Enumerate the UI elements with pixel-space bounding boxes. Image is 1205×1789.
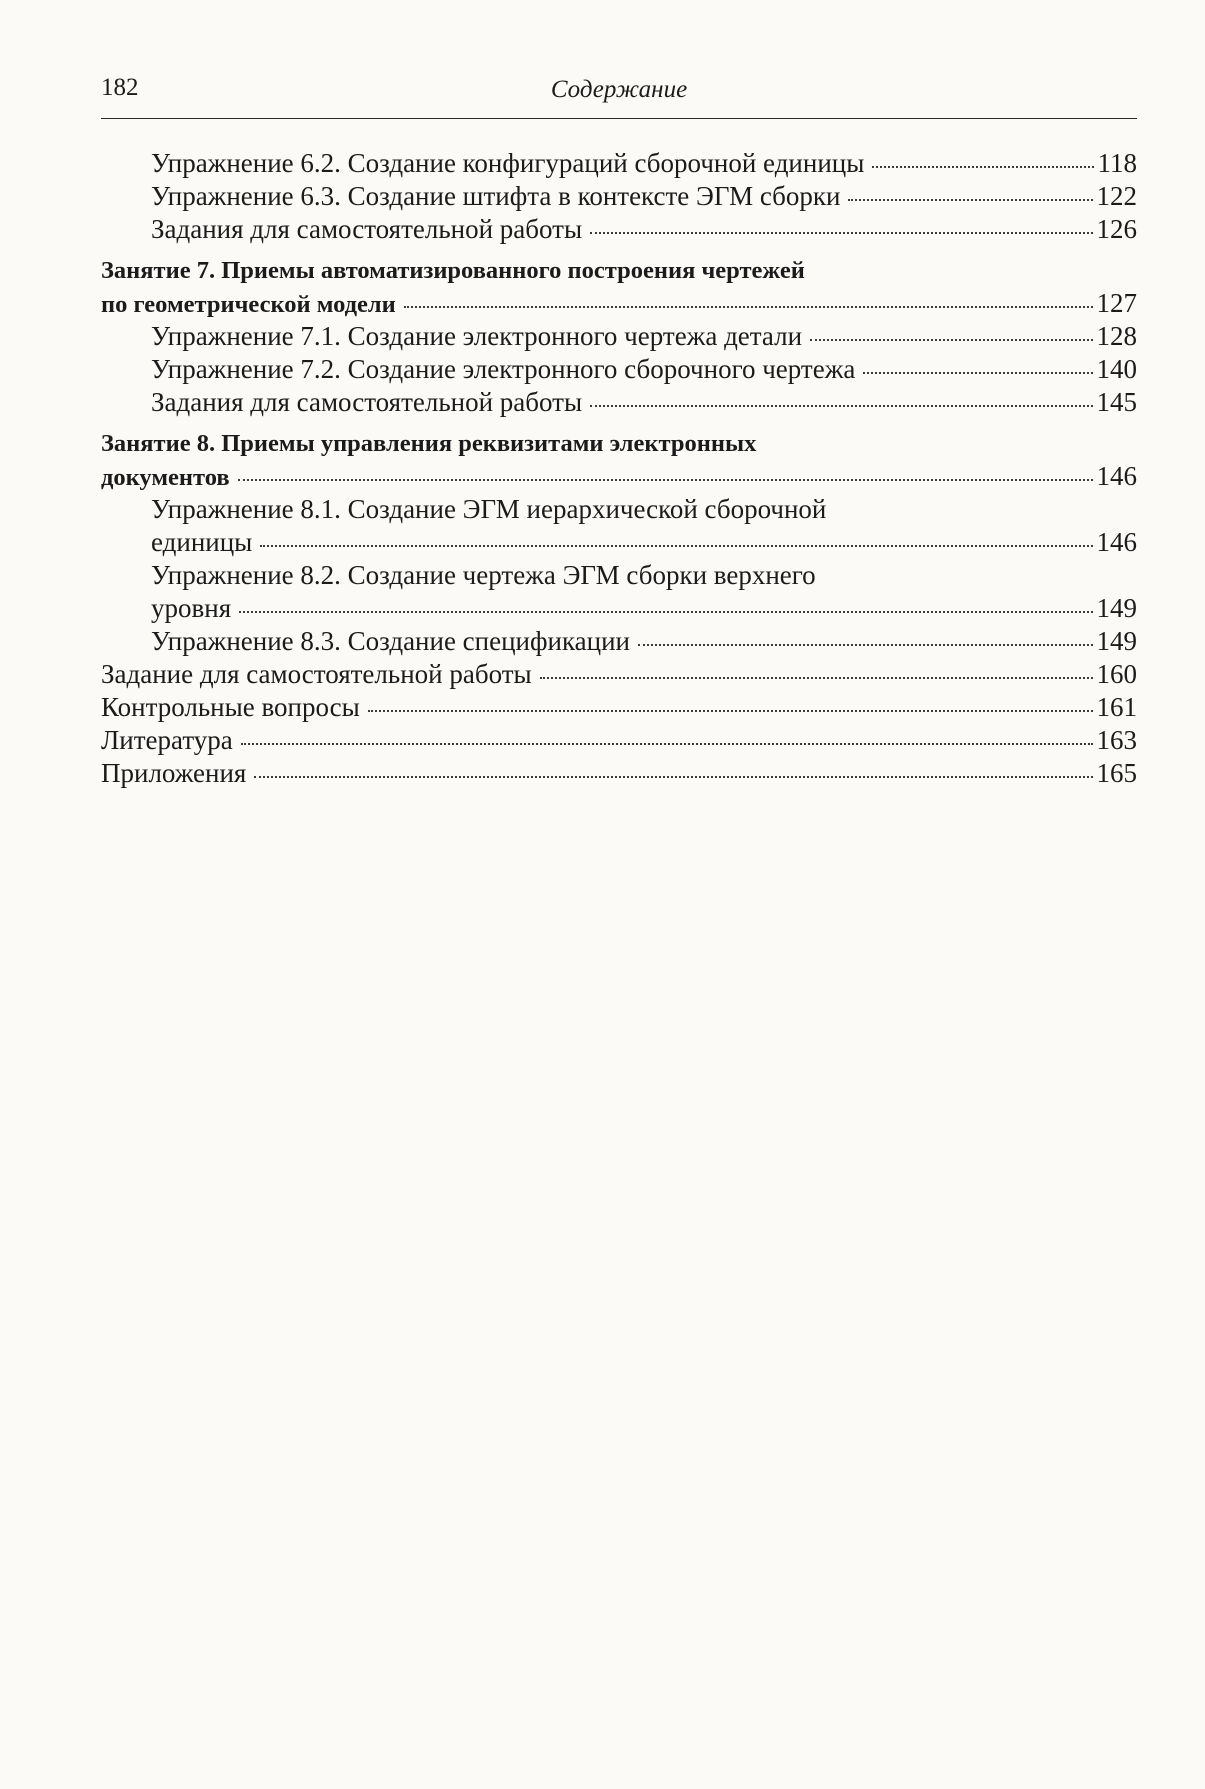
toc-entry-final-task[interactable] — [101, 658, 1137, 691]
toc-entry-label: Задание для самостоятельной работы — [101, 659, 532, 689]
running-title: Содержание — [550, 76, 688, 103]
toc-entry-label: Контрольные вопросы — [101, 692, 360, 722]
toc-entry-label: Упражнение 6.2. Создание конфигураций сборочной единицы — [151, 148, 865, 178]
page-header — [101, 70, 1137, 119]
toc-entry-page: 149 — [1096, 626, 1137, 656]
toc-entry-tasks-7[interactable] — [101, 386, 1137, 419]
toc-entry-page: 126 — [1096, 214, 1137, 244]
toc-entry-appendices[interactable] — [101, 757, 1137, 790]
toc-entry-exercise-8-2-line2[interactable] — [101, 592, 1137, 625]
toc-entry-page: 165 — [1096, 758, 1137, 788]
toc-entry-page: 146 — [1096, 527, 1137, 557]
toc-entry-page: 160 — [1096, 659, 1137, 689]
toc-entry-label: единицы — [151, 527, 253, 557]
toc-entry-page: 118 — [1097, 148, 1137, 178]
dot-leader — [848, 198, 1092, 201]
toc-entry-lesson-8-line1[interactable] — [101, 427, 1137, 460]
dot-leader — [241, 742, 1093, 745]
dot-leader — [260, 544, 1092, 547]
toc-entry-exercise-8-1-line2[interactable] — [101, 526, 1137, 559]
dot-leader — [590, 231, 1092, 234]
dot-leader — [404, 305, 1093, 308]
dot-leader — [810, 338, 1092, 341]
toc-entry-label: по геометрической модели — [101, 291, 396, 318]
toc-entry-exercise-7-2[interactable] — [101, 353, 1137, 386]
toc-entry-questions[interactable] — [101, 691, 1137, 724]
toc-entry-label: Упражнение 8.2. Создание чертежа ЭГМ сборки верхнего — [151, 560, 816, 590]
toc-entry-lesson-7-line1[interactable] — [101, 254, 1137, 287]
dot-leader — [872, 165, 1093, 168]
toc-entry-lesson-7-line2[interactable] — [101, 287, 1137, 320]
dot-leader — [368, 709, 1093, 712]
toc-entry-page: 163 — [1096, 725, 1137, 755]
toc-entry-label: Задания для самостоятельной работы — [151, 214, 583, 244]
toc-entry-lesson-8-line2[interactable] — [101, 460, 1137, 493]
toc-entry-label: Упражнение 6.3. Создание штифта в контексте ЭГМ сборки — [151, 181, 841, 211]
toc-entry-label: Приложения — [101, 758, 247, 788]
toc-entry-exercise-6-2[interactable] — [101, 147, 1137, 180]
dot-leader — [239, 610, 1092, 613]
toc-entry-page: 146 — [1096, 461, 1137, 491]
toc-entry-page: 128 — [1096, 321, 1137, 351]
toc-entry-label: Упражнение 7.1. Создание электронного чертежа детали — [151, 321, 803, 351]
toc-entry-exercise-7-1[interactable] — [101, 320, 1137, 353]
table-of-contents — [101, 147, 1137, 790]
toc-entry-exercise-6-3[interactable] — [101, 180, 1137, 213]
page-number: 182 — [101, 74, 139, 101]
dot-leader — [638, 643, 1093, 646]
toc-entry-label: Упражнение 7.2. Создание электронного сборочного чертежа — [151, 354, 856, 384]
toc-entry-page: 127 — [1096, 288, 1137, 318]
dot-leader — [238, 478, 1093, 481]
toc-entry-label: Занятие 8. Приемы управления реквизитами электронных — [101, 430, 757, 457]
dot-leader — [590, 404, 1092, 407]
toc-entry-literature[interactable] — [101, 724, 1137, 757]
toc-entry-exercise-8-1-line1[interactable] — [101, 493, 1137, 526]
toc-entry-label: Занятие 7. Приемы автоматизированного построения чертежей — [101, 257, 805, 284]
toc-entry-exercise-8-3[interactable] — [101, 625, 1137, 658]
toc-entry-tasks-6[interactable] — [101, 213, 1137, 246]
toc-entry-page: 149 — [1096, 593, 1137, 623]
dot-leader — [540, 676, 1093, 679]
toc-entry-page: 140 — [1096, 354, 1137, 384]
toc-entry-exercise-8-2-line1[interactable] — [101, 559, 1137, 592]
toc-entry-page: 161 — [1096, 692, 1137, 722]
toc-entry-label: Задания для самостоятельной работы — [151, 387, 583, 417]
toc-entry-label: Упражнение 8.3. Создание спецификации — [151, 626, 630, 656]
toc-entry-label: документов — [101, 464, 230, 491]
dot-leader — [254, 775, 1092, 778]
toc-entry-page: 122 — [1096, 181, 1137, 211]
toc-entry-label: Литература — [101, 725, 233, 755]
toc-entry-label: Упражнение 8.1. Создание ЭГМ иерархической сборочной — [151, 494, 827, 524]
dot-leader — [863, 371, 1092, 374]
toc-entry-label: уровня — [151, 593, 232, 623]
toc-entry-page: 145 — [1096, 387, 1137, 417]
